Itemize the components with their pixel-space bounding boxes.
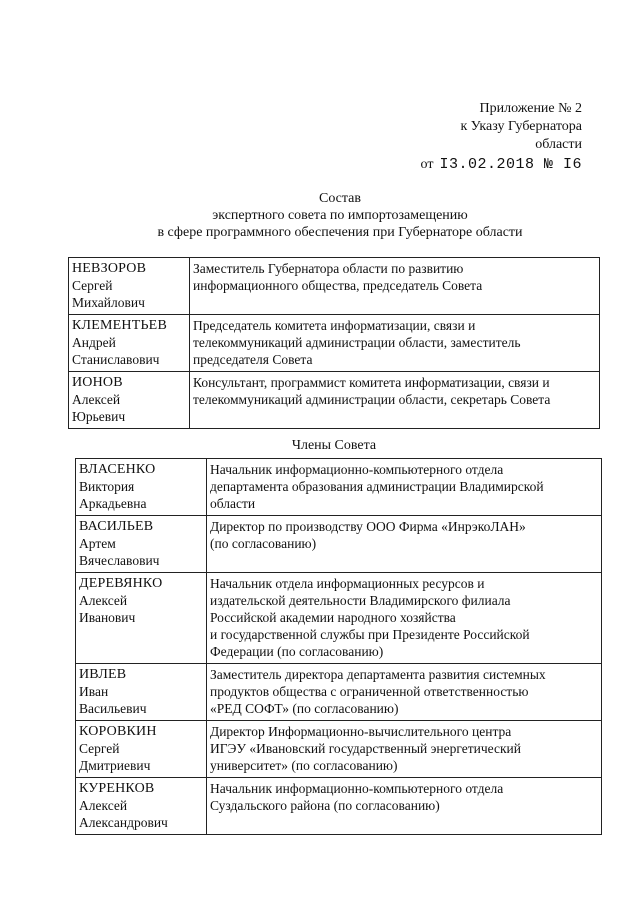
person-name [76, 721, 207, 778]
role-line: Федерации (по согласованию) [210, 644, 384, 659]
role-line: ИГЭУ «Ивановский государственный энергетический [210, 741, 521, 756]
table-row [76, 721, 602, 778]
person-role [207, 664, 602, 721]
role-line: Российской академии народного хозяйства [210, 610, 456, 625]
given-name: Алексей [79, 593, 128, 608]
leadership-table [68, 257, 600, 429]
role-line: председателя Совета [193, 352, 313, 367]
role-line: (по согласованию) [210, 536, 317, 551]
title-line-2: экспертного совета по импортозамещению [212, 208, 468, 223]
surname: НЕВЗОРОВ [72, 261, 147, 276]
role-line: «РЕД СОФТ» (по согласованию) [210, 701, 399, 716]
person-name [76, 573, 207, 664]
table-row [76, 459, 602, 516]
members-heading: Члены Совета [291, 438, 377, 453]
members-table [75, 458, 602, 835]
person-role [190, 372, 600, 429]
role-line: Начальник отдела информационных ресурсов и [210, 576, 485, 591]
document-title [80, 190, 600, 241]
given-name: Сергей [72, 278, 113, 293]
person-role [207, 721, 602, 778]
given-name: Иван [79, 684, 109, 699]
role-line: информационного общества, председатель Совета [193, 278, 483, 293]
person-name [69, 315, 190, 372]
role-line: Консультант, программист комитета информатизации, связи и [193, 375, 550, 390]
person-role [207, 516, 602, 573]
surname: ИВЛЕВ [79, 667, 127, 682]
person-name [69, 372, 190, 429]
table-row [69, 372, 600, 429]
appendix-header [382, 100, 582, 174]
patronymic: Аркадьевна [79, 496, 147, 511]
role-line: издательской деятельности Владимирского филиала [210, 593, 511, 608]
surname: КУРЕНКОВ [79, 781, 155, 796]
patronymic: Вячеславович [79, 553, 160, 568]
date-stamp: I3.02.2018 № I6 [439, 156, 582, 173]
surname: ДЕРЕВЯНКО [79, 576, 163, 591]
given-name: Алексей [72, 392, 121, 407]
person-role [207, 459, 602, 516]
given-name: Алексей [79, 798, 128, 813]
table-row [69, 258, 600, 315]
patronymic: Александрович [79, 815, 168, 830]
person-role [190, 258, 600, 315]
appendix-number: Приложение № 2 [479, 101, 582, 116]
person-name [69, 258, 190, 315]
person-role [207, 778, 602, 835]
appendix-date-line [382, 156, 582, 174]
table-row [76, 573, 602, 664]
given-name: Виктория [79, 479, 135, 494]
role-line: телекоммуникаций администрации области, секретарь Совета [193, 392, 551, 407]
table-row [76, 778, 602, 835]
appendix-decree-ref: к Указу Губернатора [460, 119, 582, 134]
role-line: Заместитель Губернатора области по развитию [193, 261, 464, 276]
person-name [76, 664, 207, 721]
role-line: Директор Информационно-вычислительного центра [210, 724, 512, 739]
surname: ВАСИЛЬЕВ [79, 519, 154, 534]
role-line: Председатель комитета информатизации, связи и [193, 318, 476, 333]
person-name [76, 459, 207, 516]
date-prefix: от [420, 157, 434, 172]
patronymic: Михайлович [72, 295, 145, 310]
title-line-3: в сфере программного обеспечения при Губернаторе области [157, 225, 523, 240]
table-row [69, 315, 600, 372]
given-name: Андрей [72, 335, 116, 350]
surname: КЛЕМЕНТЬЕВ [72, 318, 167, 333]
title-line-1: Состав [318, 191, 361, 206]
person-name [76, 516, 207, 573]
role-line: Суздальского района (по согласованию) [210, 798, 440, 813]
table-row [76, 664, 602, 721]
patronymic: Васильевич [79, 701, 147, 716]
surname: ИОНОВ [72, 375, 123, 390]
table-row [76, 516, 602, 573]
person-role [207, 573, 602, 664]
given-name: Артем [79, 536, 116, 551]
person-role [190, 315, 600, 372]
role-line: телекоммуникаций администрации области, заместитель [193, 335, 521, 350]
role-line: Начальник информационно-компьютерного отдела [210, 462, 504, 477]
role-line: области [210, 496, 256, 511]
role-line: департамента образования администрации Владимирской [210, 479, 544, 494]
role-line: продуктов общества с ограниченной ответственностью [210, 684, 529, 699]
appendix-region: области [535, 137, 582, 152]
patronymic: Станиславович [72, 352, 160, 367]
patronymic: Дмитриевич [79, 758, 151, 773]
role-line: Директор по производству ООО Фирма «ИнрэкоЛАН» [210, 519, 526, 534]
patronymic: Иванович [79, 610, 136, 625]
role-line: Начальник информационно-компьютерного отдела [210, 781, 504, 796]
role-line: университет» (по согласованию) [210, 758, 398, 773]
role-line: Заместитель директора департамента развития системных [210, 667, 546, 682]
person-name [76, 778, 207, 835]
patronymic: Юрьевич [72, 409, 126, 424]
surname: ВЛАСЕНКО [79, 462, 156, 477]
role-line: и государственной службы при Президенте Российской [210, 627, 530, 642]
given-name: Сергей [79, 741, 120, 756]
surname: КОРОВКИН [79, 724, 157, 739]
